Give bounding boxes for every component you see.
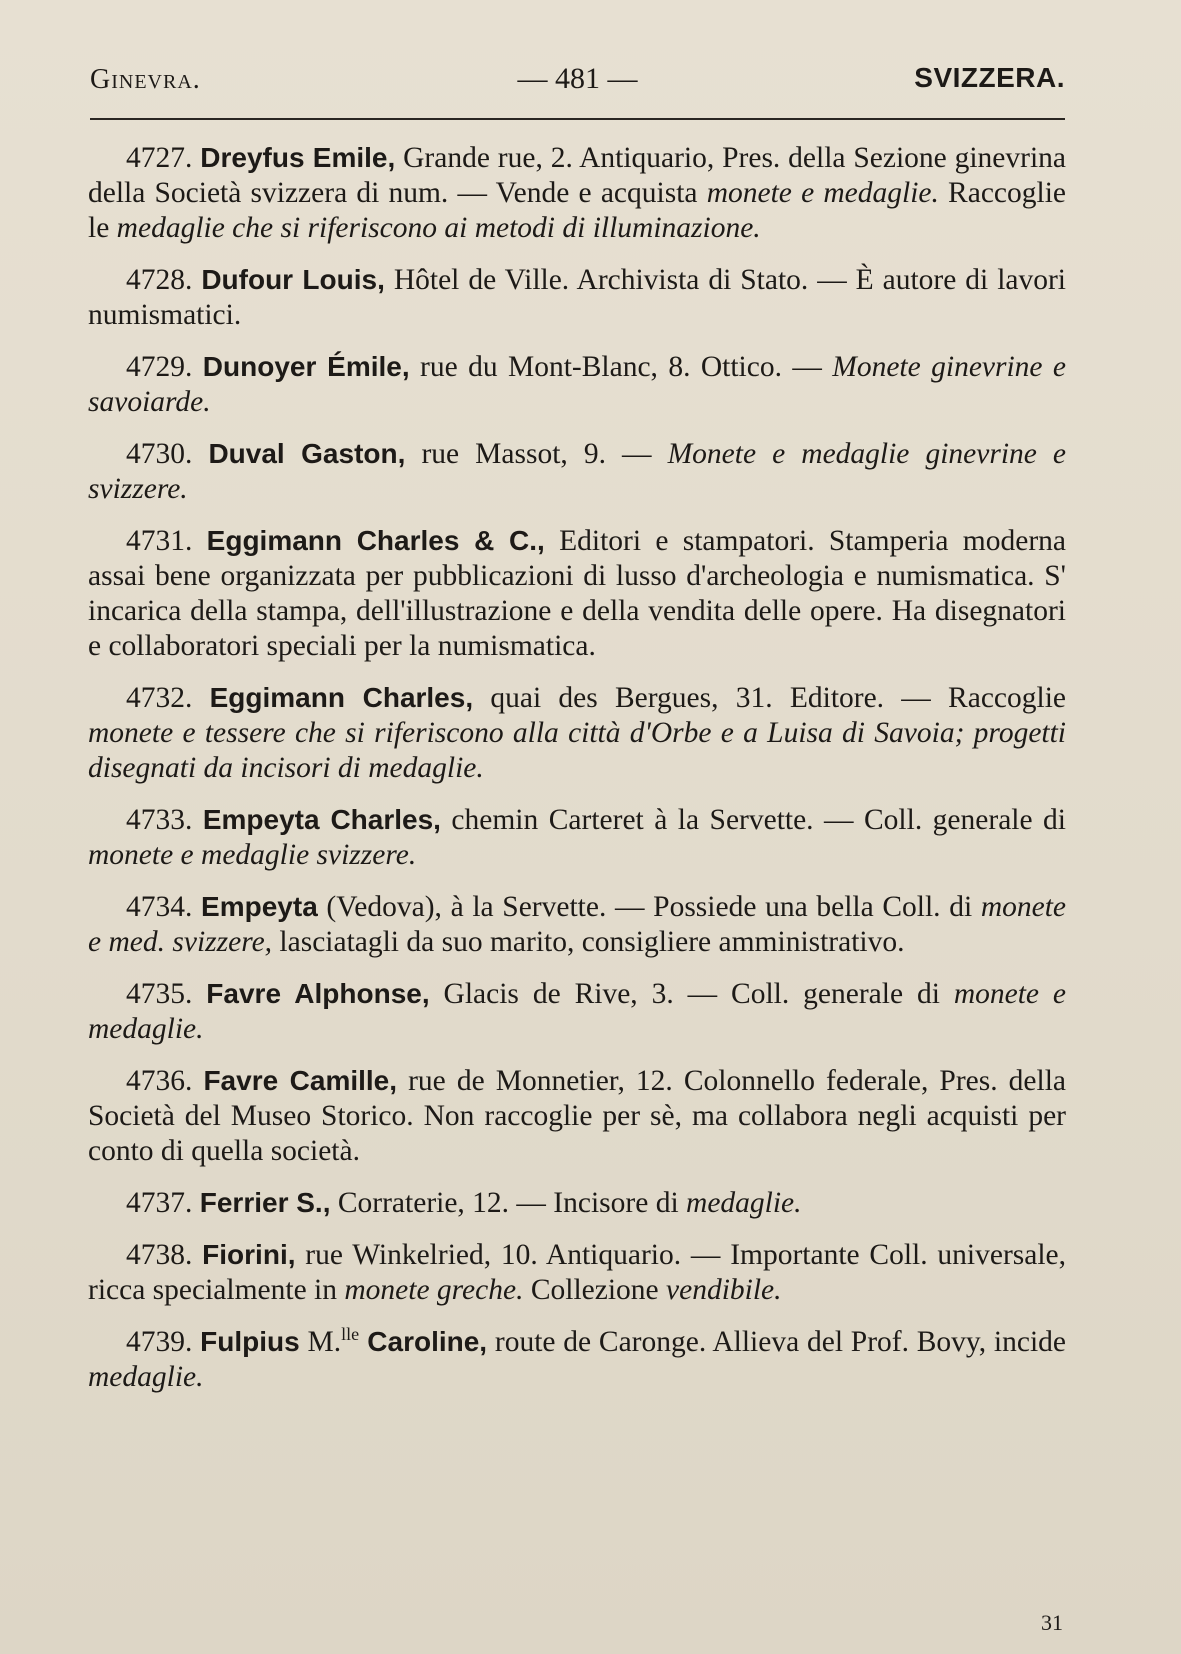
entry-number: 4739.: [126, 1326, 193, 1358]
entry-4730: [88, 436, 1066, 507]
entry-italic: monete e medaglie.: [706, 177, 939, 209]
entry-italic: monete e medaglie.: [88, 978, 1067, 1045]
entry-name: Caroline,: [359, 1326, 488, 1357]
entry-4732: [88, 680, 1066, 786]
running-head-left: Ginevra.: [90, 64, 201, 95]
entry-text: route de Caronge. Allieva del Prof. Bovy, incide: [487, 1326, 1066, 1358]
entry-number: 4731.: [126, 525, 193, 557]
header-rule: [90, 118, 1065, 120]
entry-4728: [88, 262, 1066, 333]
entry-title-superscript: lle: [341, 1324, 360, 1345]
entry-4734: [88, 889, 1066, 960]
entry-text: Corraterie, 12. — Incisore di: [330, 1187, 687, 1219]
signature-mark: 31: [1041, 1610, 1063, 1635]
entry-italic: Monete e medaglie ginevrine e svizzere.: [88, 438, 1067, 505]
entry-4727: [88, 140, 1066, 246]
entry-name: Empeyta: [201, 891, 318, 922]
entry-number: 4733.: [126, 804, 193, 836]
entry-text: rue Winkelried, 10. Antiquario. — Importante Coll. universale, ricca specialmente in: [88, 1239, 1067, 1306]
entry-text: lasciatagli da suo marito, consigliere amministrativo.: [272, 926, 905, 958]
entry-name: Dreyfus Emile,: [200, 142, 396, 173]
entry-4736: [88, 1063, 1066, 1169]
entry-number: 4734.: [126, 891, 193, 923]
entry-italic: medaglie.: [88, 1361, 204, 1393]
entry-text: chemin Carteret à la Servette. — Coll. generale di: [440, 804, 1066, 836]
entry-name: Duval Gaston,: [208, 438, 406, 469]
entry-italic: Monete ginevrine e savoiarde.: [88, 351, 1067, 418]
entry-number: 4732.: [126, 682, 193, 714]
entry-text: Hôtel de Ville. Archivista di Stato. — È autore di lavori numismatici.: [88, 264, 1067, 331]
entry-italic: monete e med. svizzere,: [88, 891, 1067, 958]
entry-name: Dunoyer Émile,: [202, 351, 410, 382]
page-number: — 481 —: [517, 62, 638, 95]
entry-4739: [88, 1324, 1066, 1395]
entry-number: 4735.: [126, 978, 193, 1010]
entry-number: 4728.: [126, 264, 193, 296]
entry-4733: [88, 802, 1066, 873]
entry-name: Eggimann Charles,: [209, 682, 474, 713]
entry-italic: medaglie.: [686, 1187, 802, 1219]
entry-name: Empeyta Charles,: [202, 804, 441, 835]
entry-text: Raccoglie le: [88, 177, 1066, 244]
entry-title: M.: [299, 1326, 342, 1358]
entry-text: quai des Bergues, 31. Editore. — Raccoglie: [473, 682, 1066, 714]
entry-italic: monete e medaglie svizzere.: [88, 839, 417, 871]
entry-text: Editori e stampatori. Stamperia moderna assai bene organizzata per pubblicazioni di lusso d'archeologia e numismatica. S' incarica della stampa, dell'illustrazione e della vendita delle opere. Ha disegnatori e collaboratori speciali per la numismatica.: [88, 525, 1066, 662]
entry-number: 4736.: [126, 1065, 193, 1097]
entry-name: Favre Camille,: [203, 1065, 398, 1096]
entry-name: Ferrier S.,: [199, 1187, 331, 1218]
entry-text: rue de Monnetier, 12. Colonnello federale, Pres. della Società del Museo Storico. Non raccoglie per sè, ma collabora negli acquisti per conto di quella società.: [88, 1065, 1067, 1167]
entry-4729: [88, 349, 1066, 420]
entry-name: Eggimann Charles & C.,: [206, 525, 545, 556]
entry-number: 4727.: [126, 142, 193, 174]
entry-name: Dufour Louis,: [201, 264, 385, 295]
entry-number: 4730.: [126, 438, 193, 470]
entry-text: Glacis de Rive, 3. — Coll. generale di: [429, 978, 954, 1010]
entry-name: Favre Alphonse,: [206, 978, 430, 1009]
entry-name: Fiorini,: [202, 1239, 296, 1270]
entry-text: rue du Mont-Blanc, 8. Ottico. —: [409, 351, 833, 383]
entry-italic: vendibile.: [666, 1274, 782, 1306]
entry-4737: [88, 1185, 1066, 1221]
entry-number: 4729.: [126, 351, 193, 383]
entry-italic: monete e tessere che si riferiscono alla città d'Orbe e a Luisa di Savoia; progetti disegnati da incisori di medaglie.: [88, 717, 1066, 784]
entry-text: Grande rue, 2. Antiquario, Pres. della Sezione ginevrina della Società svizzera di num. — Vende e acquista: [88, 142, 1066, 209]
running-head: [90, 60, 1065, 100]
entry-text: Collezione: [523, 1274, 667, 1306]
entry-name: Fulpius: [200, 1326, 300, 1357]
entry-text: (Vedova), à la Servette. — Possiede una bella Coll. di: [317, 891, 981, 923]
entry-number: 4737.: [126, 1187, 193, 1219]
entry-list: [88, 140, 1066, 1411]
entry-4731: [88, 523, 1066, 664]
entry-number: 4738.: [126, 1239, 193, 1271]
entry-italic: monete greche.: [344, 1274, 524, 1306]
entry-text: rue Massot, 9. —: [405, 438, 668, 470]
entry-4735: [88, 976, 1066, 1047]
entry-italic: medaglie che si riferiscono ai metodi di illuminazione.: [116, 212, 761, 244]
entry-4738: [88, 1237, 1066, 1308]
running-head-right: SVIZZERA.: [914, 62, 1065, 93]
